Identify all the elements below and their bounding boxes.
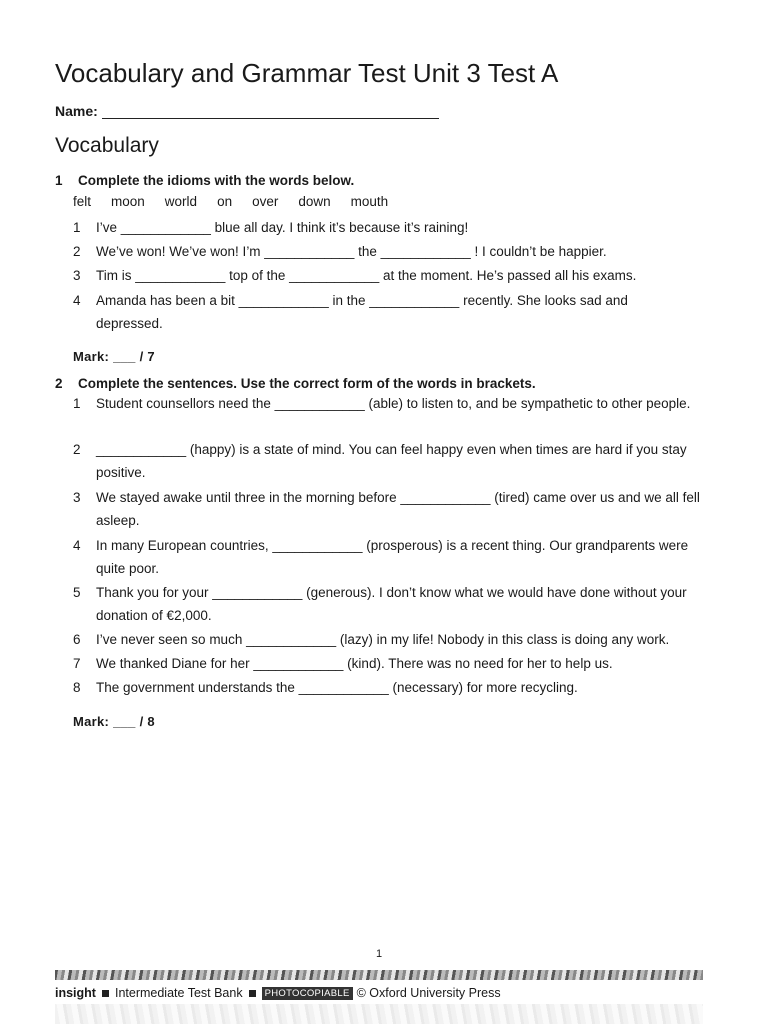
question-item	[73, 581, 698, 627]
word-bank-item: over	[252, 194, 279, 209]
item-number: 8	[73, 680, 81, 695]
item-text: We stayed awake until three in the morning before ____________ (tired) came over us and we all fell asleep.	[96, 490, 700, 528]
word-bank-item: on	[217, 194, 233, 209]
footer-banner	[55, 970, 703, 980]
mark-line: Mark: ___ / 7	[73, 349, 155, 364]
question-2-heading	[55, 376, 536, 391]
word-bank-item: down	[298, 194, 331, 209]
question-item	[73, 264, 713, 287]
item-number: 4	[73, 538, 81, 553]
question-item	[73, 392, 693, 415]
item-number: 3	[73, 268, 81, 283]
question-item	[73, 486, 703, 532]
item-text: Student counsellors need the ____________ (able) to listen to, and be sympathetic to other people.	[96, 396, 691, 411]
footer-brand: insight	[55, 986, 96, 1000]
square-bullet-icon	[249, 990, 256, 997]
question-1-heading	[55, 173, 354, 188]
item-number: 6	[73, 632, 81, 647]
item-number: 1	[73, 396, 81, 411]
question-number: 2	[55, 376, 63, 391]
item-text: I’ve ____________ blue all day. I think it’s because it’s raining!	[96, 220, 469, 235]
word-bank	[73, 194, 408, 209]
item-text: ____________ (happy) is a state of mind. You can feel happy even when times are hard if you stay positive.	[96, 442, 687, 480]
footer	[55, 986, 501, 1000]
word-bank-item: mouth	[350, 194, 389, 209]
word-bank-item: felt	[73, 194, 92, 209]
question-item	[73, 216, 713, 239]
square-bullet-icon	[102, 990, 109, 997]
item-number: 7	[73, 656, 81, 671]
question-item	[73, 289, 673, 335]
question-number: 1	[55, 173, 63, 188]
item-number: 5	[73, 585, 81, 600]
question-item	[73, 240, 713, 263]
footer-book: Intermediate Test Bank	[114, 986, 243, 1000]
photocopiable-badge: PHOTOCOPIABLE	[262, 987, 353, 1000]
item-number: 4	[73, 293, 81, 308]
name-label: Name:	[55, 103, 98, 119]
word-bank-item: world	[164, 194, 198, 209]
question-item	[73, 652, 713, 675]
item-text: In many European countries, ____________ (prosperous) is a recent thing. Our grandparents were quite poor.	[96, 538, 689, 576]
item-number: 2	[73, 244, 81, 259]
question-instruction: Complete the sentences. Use the correct form of the words in brackets.	[78, 376, 536, 391]
item-number: 2	[73, 442, 81, 457]
question-instruction: Complete the idioms with the words below.	[78, 173, 355, 188]
item-text: Thank you for your ____________ (generous). I don’t know what we would have done without your donation of €2,000.	[96, 585, 687, 623]
page-title: Vocabulary and Grammar Test Unit 3 Test A	[55, 58, 559, 88]
item-number: 1	[73, 220, 81, 235]
item-number: 3	[73, 490, 81, 505]
name-row	[55, 103, 439, 119]
page-number: 1	[376, 948, 383, 960]
question-item	[73, 534, 698, 580]
footer-texture	[55, 1004, 703, 1024]
item-text: I’ve never seen so much ____________ (lazy) in my life! Nobody in this class is doing any work.	[96, 632, 670, 647]
question-item	[73, 676, 713, 699]
question-item	[73, 438, 698, 484]
item-text: Tim is ____________ top of the ____________ at the moment. He’s passed all his exams.	[96, 268, 637, 283]
section-heading: Vocabulary	[55, 134, 159, 157]
question-item	[73, 628, 713, 651]
item-text: Amanda has been a bit ____________ in the ____________ recently. She looks sad and depressed.	[96, 293, 628, 331]
item-text: We thanked Diane for her ____________ (kind). There was no need for her to help us.	[96, 656, 613, 671]
name-line	[102, 104, 439, 119]
item-text: The government understands the ____________ (necessary) for more recycling.	[96, 680, 578, 695]
mark-line: Mark: ___ / 8	[73, 714, 155, 729]
footer-publisher: © Oxford University Press	[356, 986, 501, 1000]
item-text: We’ve won! We’ve won! I’m ____________ the ____________ ! I couldn’t be happier.	[96, 244, 607, 259]
word-bank-item: moon	[111, 194, 145, 209]
